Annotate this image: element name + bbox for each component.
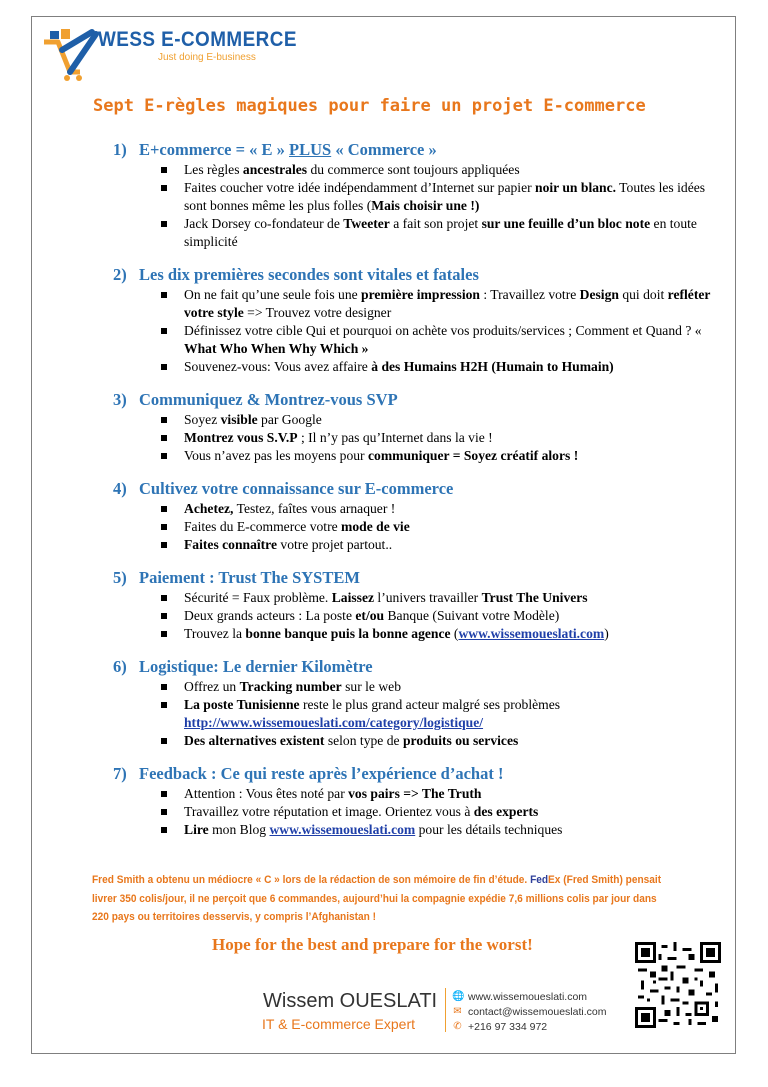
contact-email[interactable]: contact@wissemoueslati.com — [468, 1005, 607, 1018]
bullet-item: Travaillez votre réputation et image. Orientez vous à des experts — [161, 803, 713, 821]
bullet-item: Définissez votre cible Qui et pourquoi on achète vos produits/services ; Comment et Quand ? « What Who When Why Which » — [161, 322, 713, 358]
bullet-item: Faites coucher votre idée indépendamment d’Internet sur papier noir un blanc. Toutes les idées sont bonnes même les plus folles (Mais choisir une !) — [161, 179, 713, 215]
page-title: Sept E-règles magiques pour faire un projet E-commerce — [93, 96, 646, 116]
rule-heading-5: 5) Paiement : Trust The SYSTEM — [113, 568, 360, 587]
rule-heading-3: 3) Communiquez & Montrez-vous SVP — [113, 390, 398, 409]
logistics-link[interactable]: http://www.wissemoueslati.com/category/logistique/ — [184, 715, 484, 730]
rule-section-1 — [113, 139, 713, 251]
fedex-anecdote: Fred Smith a obtenu un médiocre « C » lors de la rédaction de son mémoire de fin d’étude. FedEx (Fred Smith) pensait livrer 350 colis/jour, il ne perçoit que 6 commandes, aujourd’hui la compagnie expédie 7,6 millions colis par jour dans 220 pays ou territoires desservis, y compris l’Afghanistan ! — [92, 874, 662, 923]
rule-heading-1: 1) E+commerce = « E » PLUS « Commerce » — [113, 140, 437, 159]
rule-section-5 — [113, 567, 713, 643]
bullet-item: Montrez vous S.V.P ; Il n’y pas qu’Internet dans la vie ! — [161, 429, 713, 447]
signature-divider — [445, 988, 446, 1032]
qr-code[interactable] — [635, 942, 721, 1028]
rule-section-4 — [113, 478, 713, 554]
rule-section-3 — [113, 389, 713, 465]
motto: Hope for the best and prepare for the worst! — [212, 935, 533, 954]
globe-icon: 🌐 — [452, 991, 465, 1002]
bullet-item: La poste Tunisienne reste le plus grand acteur malgré ses problèmes http://www.wissemoueslati.com/category/logistique/ — [161, 696, 713, 732]
bullet-item: Faites du E-commerce votre mode de vie — [161, 518, 713, 536]
rule-heading-4: 4) Cultivez votre connaissance sur E-commerce — [113, 479, 454, 498]
bullet-item: Soyez visible par Google — [161, 411, 713, 429]
rules-list — [113, 139, 713, 852]
rule-heading-7: 7) Feedback : Ce qui reste après l’expérience d’achat ! — [113, 764, 504, 783]
bullet-item: Achetez, Testez, faîtes vous arnaquer ! — [161, 500, 713, 518]
author-role: IT & E-commerce Expert — [262, 1016, 416, 1032]
brand-name: WESS E-COMMERCE — [98, 28, 297, 51]
cart-logo-icon — [40, 26, 100, 82]
rule-section-6 — [113, 656, 713, 750]
rule-heading-6: 6) Logistique: Le dernier Kilomètre — [113, 657, 373, 676]
bullet-item: On ne fait qu’une seule fois une première impression : Travaillez votre Design qui doit refléter votre style => Trouvez votre designer — [161, 286, 713, 322]
bullet-item: Souvenez-vous: Vous avez affaire à des Humains H2H (Humain to Humain) — [161, 358, 713, 376]
bullet-item: Faites connaître votre projet partout.. — [161, 536, 713, 554]
rule-heading-2: 2) Les dix premières secondes sont vitales et fatales — [113, 265, 479, 284]
mail-icon: ✉ — [453, 1006, 462, 1017]
blog-link[interactable]: www.wissemoueslati.com — [269, 822, 416, 837]
author-name: Wissem OUESLATI — [263, 990, 438, 1012]
contact-block — [452, 989, 606, 1034]
bullet-item: Vous n’avez pas les moyens pour communiquer = Soyez créatif alors ! — [161, 447, 713, 465]
bullet-item: Deux grands acteurs : La poste et/ou Banque (Suivant votre Modèle) — [161, 607, 713, 625]
rule-section-2 — [113, 264, 713, 376]
bullet-item: Sécurité = Faux problème. Laissez l’univers travailler Trust The Univers — [161, 589, 713, 607]
bullet-item: Des alternatives existent selon type de produits ou services — [161, 732, 713, 750]
phone-icon: ✆ — [453, 1021, 462, 1032]
bullet-item: Attention : Vous êtes noté par vos pairs => The Truth — [161, 785, 713, 803]
bullet-item: Les règles ancestrales du commerce sont toujours appliquées — [161, 161, 713, 179]
website-link[interactable]: www.wissemoueslati.com — [458, 626, 605, 641]
brand-tagline: Just doing E-business — [158, 52, 256, 63]
bullet-item: Trouvez la bonne banque puis la bonne agence (www.wissemoueslati.com) — [161, 625, 713, 643]
contact-website[interactable]: www.wissemoueslati.com — [468, 990, 588, 1003]
brand-logo — [40, 26, 297, 82]
bullet-item: Lire mon Blog www.wissemoueslati.com pour les détails techniques — [161, 821, 713, 839]
contact-phone: +216 97 334 972 — [468, 1020, 548, 1033]
rule-section-7 — [113, 763, 713, 839]
bullet-item: Jack Dorsey co-fondateur de Tweeter a fait son projet sur une feuille d’un bloc note en toute simplicité — [161, 215, 713, 251]
bullet-item: Offrez un Tracking number sur le web — [161, 678, 713, 696]
